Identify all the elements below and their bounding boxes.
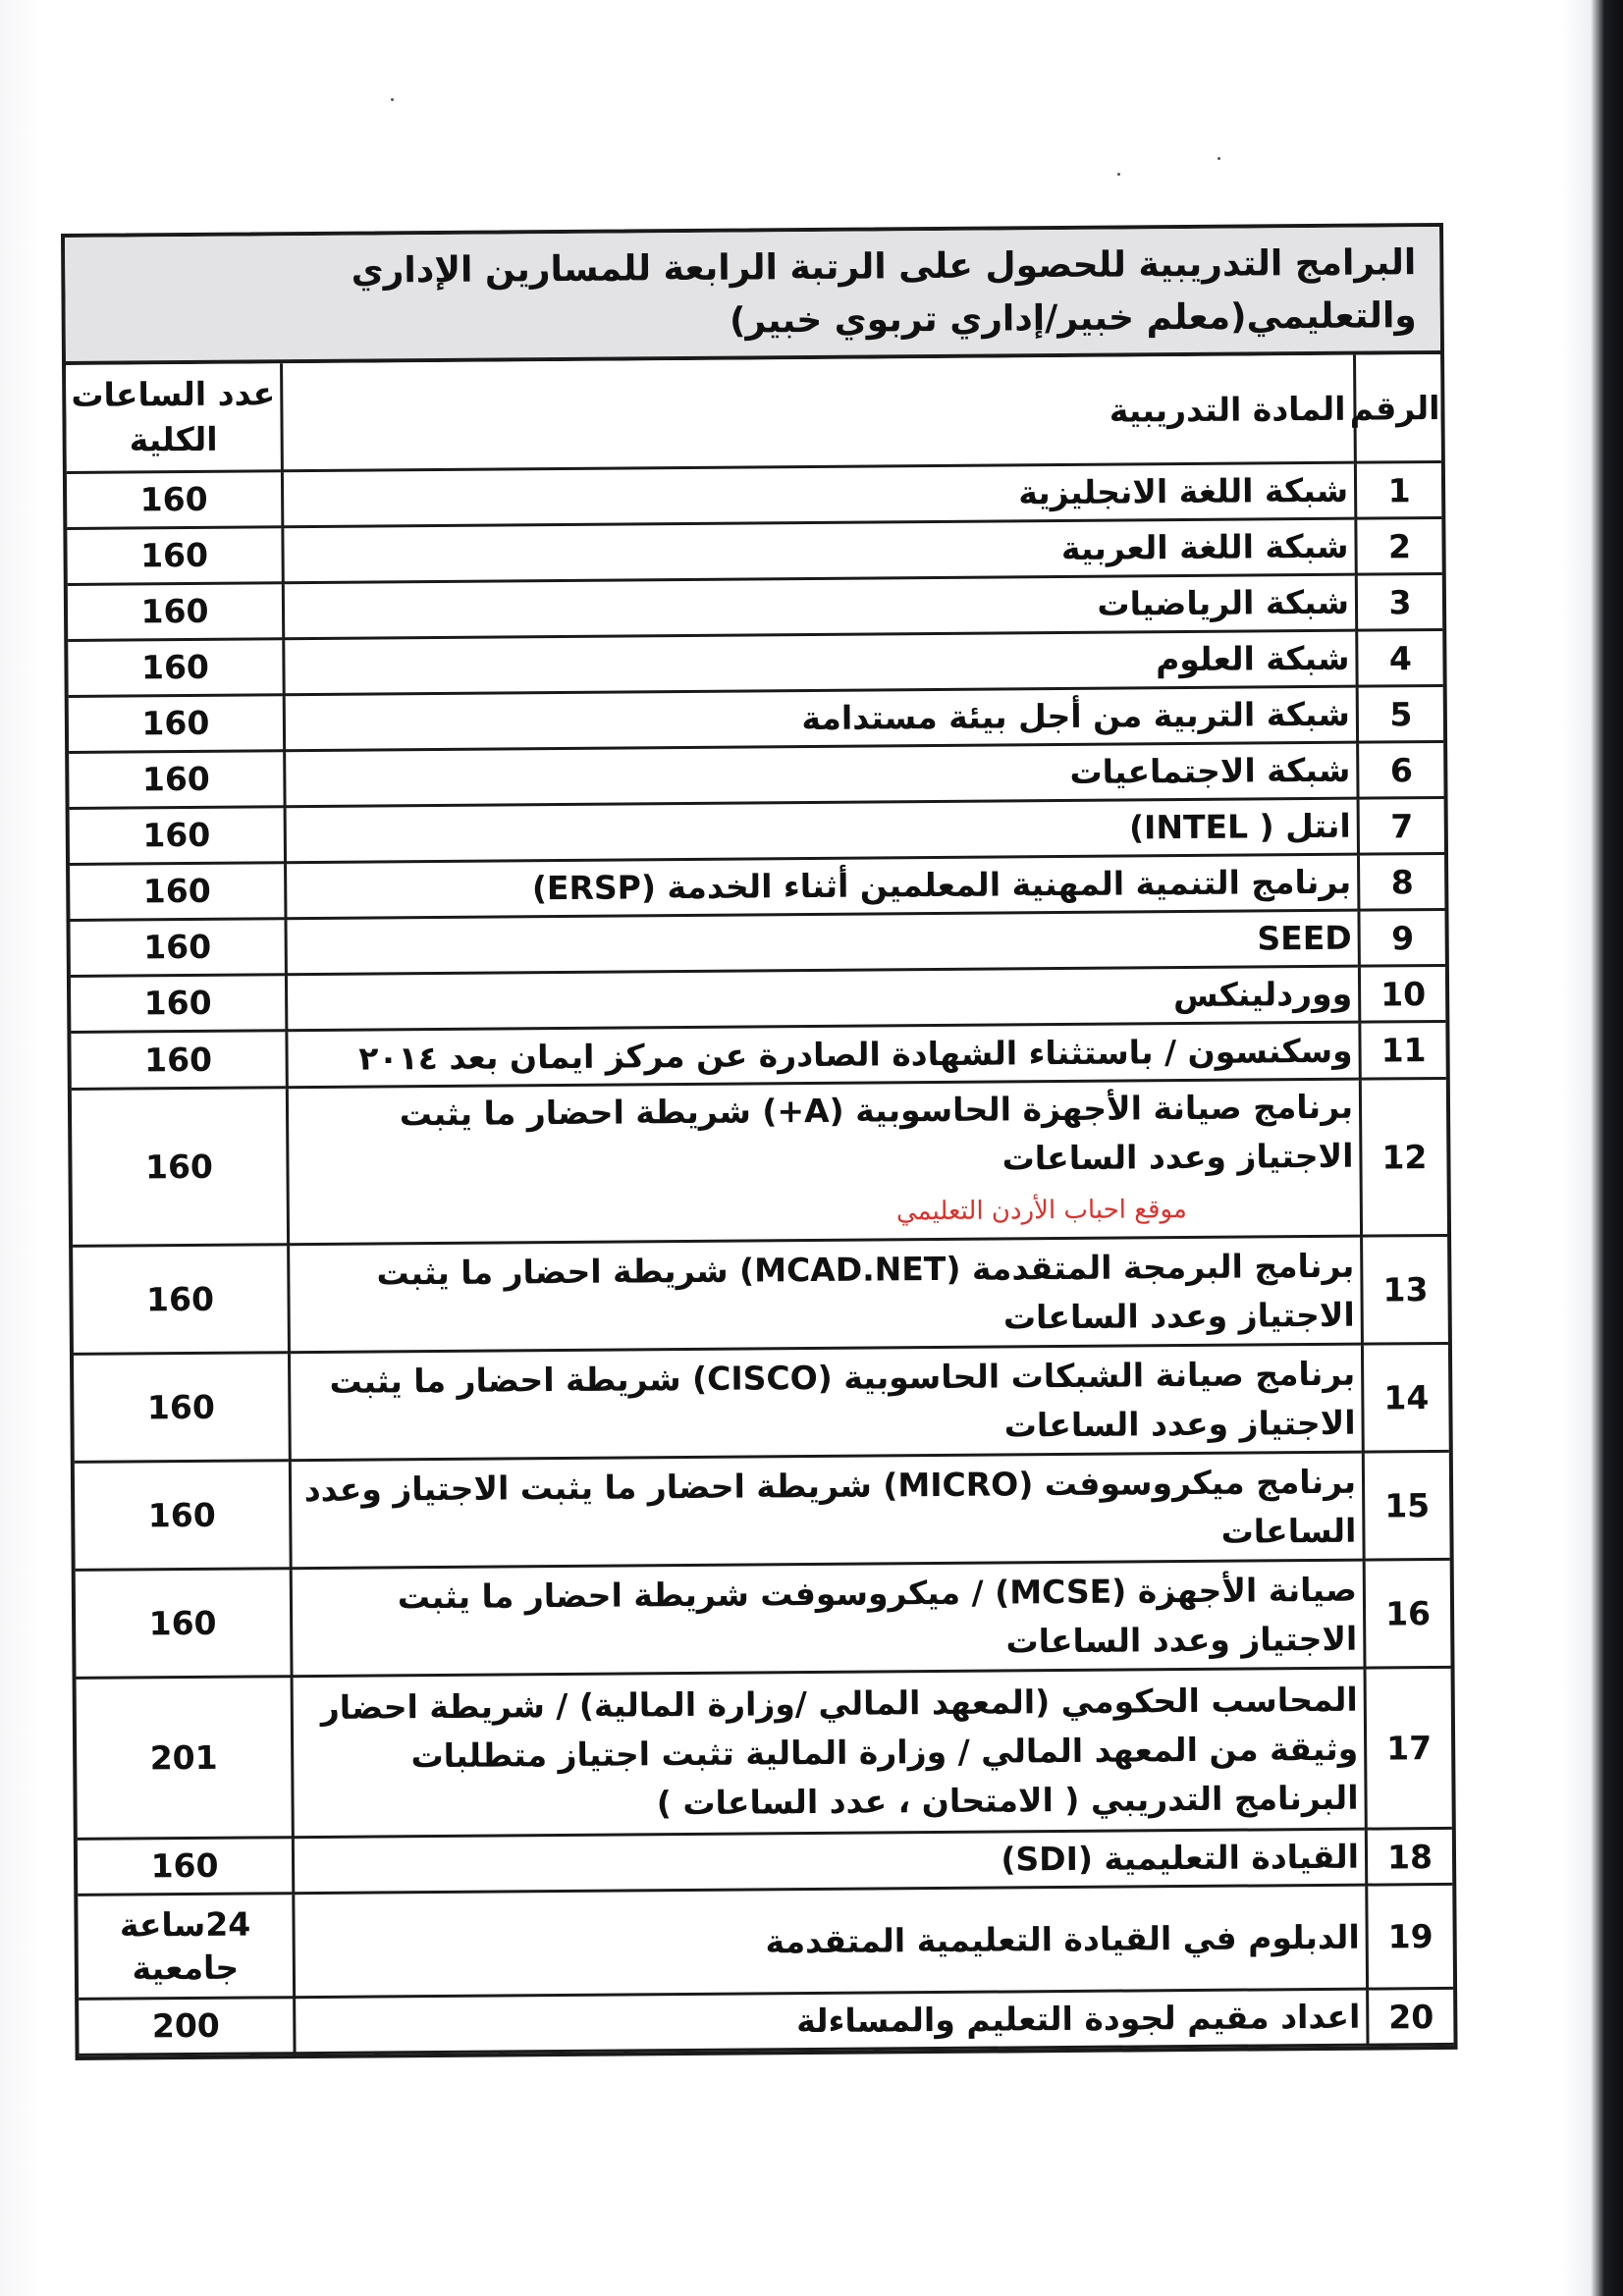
- row-number: 7: [1358, 797, 1444, 854]
- table-row: [76, 1559, 1451, 1678]
- table-row: [79, 1988, 1453, 2055]
- header-hours: عدد الساعات الكلية: [66, 363, 282, 472]
- row-subject: ووردلينكس: [286, 966, 1359, 1031]
- table-row: [74, 1343, 1449, 1462]
- row-hours: 160: [67, 471, 283, 529]
- row-hours: 160: [72, 1088, 289, 1247]
- row-hours: 160: [73, 1245, 289, 1355]
- row-hours: 160: [71, 1031, 287, 1090]
- scan-speck: [1217, 157, 1220, 160]
- row-number: 20: [1368, 1988, 1454, 2045]
- row-hours: 160: [70, 919, 286, 977]
- row-number: 16: [1364, 1559, 1450, 1668]
- header-number: الرقم: [1355, 354, 1441, 462]
- row-subject: برنامج صيانة الشبكات الحاسوبية (CISCO) شريطة احضار ما يثبت الاجتياز وعدد الساعات: [289, 1344, 1363, 1461]
- table-row: [71, 1021, 1445, 1089]
- row-subject: صيانة الأجهزة (MCSE) / ميكروسوفت شريطة احضار ما يثبت الاجتياز وعدد الساعات: [291, 1560, 1365, 1677]
- row-number: 18: [1366, 1828, 1452, 1885]
- row-subject: اعداد مقيم لجودة التعليم والمساءلة: [295, 1989, 1368, 2054]
- table-body: [67, 461, 1454, 2055]
- row-hours: 160: [70, 807, 286, 865]
- row-subject: شبكة اللغة الانجليزية: [282, 462, 1355, 527]
- row-hours: 24ساعة جامعية: [78, 1894, 294, 2000]
- row-number: 2: [1356, 517, 1442, 574]
- row-subject: برنامج ميكروسوفت (MICRO) شريطة احضار ما يثبت الاجتياز وعدد الساعات: [290, 1452, 1364, 1569]
- table-row: [77, 1667, 1452, 1839]
- row-hours: 160: [78, 1838, 294, 1896]
- row-hours: 160: [74, 1353, 290, 1463]
- row-number: 6: [1358, 741, 1444, 798]
- row-number: 13: [1362, 1235, 1448, 1344]
- row-number: 8: [1359, 853, 1445, 910]
- row-hours: 201: [77, 1677, 294, 1840]
- row-number: 15: [1363, 1451, 1449, 1560]
- row-subject: المحاسب الحكومي (المعهد المالي /وزارة المالية) / شريطة احضار وثيقة من المعهد المالي / وزارة المالية تثبت اجتياز متطلبات البرنامج التدريبي ( الامتحان ، عدد الساعات ): [292, 1668, 1366, 1838]
- table-row: [75, 1451, 1450, 1570]
- row-number: 12: [1360, 1078, 1447, 1236]
- row-subject: برنامج التنمية المهنية المعلمين أثناء الخدمة (ERSP): [286, 854, 1359, 919]
- row-hours: 160: [69, 695, 285, 753]
- row-subject: شبكة اللغة العربية: [283, 518, 1356, 583]
- programs-grid: [66, 354, 1453, 2056]
- row-number: 19: [1367, 1884, 1453, 1989]
- scan-speck: [1117, 173, 1120, 176]
- row-number: 10: [1359, 965, 1445, 1022]
- row-number: 4: [1357, 629, 1443, 686]
- row-hours: 160: [68, 583, 284, 641]
- header-subject: المادة التدريبية: [282, 355, 1356, 471]
- row-hours: 160: [67, 527, 283, 585]
- table-title: البرامج التدريبية للحصول على الرتبة الرابعة للمسارين الإداري والتعليمي(معلم خبير/إداري تربوي خبير): [65, 227, 1440, 365]
- row-subject: وسكنسون / باستثناء الشهادة الصادرة عن مركز ايمان بعد ٢٠١٤: [287, 1022, 1360, 1088]
- row-subject: شبكة الرياضيات: [283, 574, 1356, 639]
- row-number: 14: [1362, 1343, 1448, 1452]
- row-hours: 200: [79, 1998, 295, 2056]
- scan-speck: [391, 98, 394, 101]
- row-hours: 160: [69, 751, 285, 809]
- table-row: [73, 1235, 1448, 1354]
- row-subject: SEED: [286, 910, 1359, 975]
- row-hours: 160: [68, 639, 284, 697]
- row-number: 5: [1357, 685, 1443, 742]
- row-subject: شبكة العلوم: [284, 630, 1357, 695]
- row-number: 11: [1360, 1021, 1446, 1079]
- row-hours: 160: [75, 1461, 291, 1571]
- row-subject: انتل ( INTEL): [285, 798, 1358, 863]
- row-number: 1: [1355, 461, 1441, 518]
- row-subject-cell: [287, 1079, 1361, 1245]
- row-hours: 160: [76, 1569, 292, 1679]
- row-hours: 160: [70, 863, 286, 921]
- training-programs-table: [61, 223, 1458, 2060]
- row-subject: الدبلوم في القيادة التعليمية المتقدمة: [294, 1885, 1368, 1998]
- row-hours: 160: [71, 975, 287, 1033]
- table-row: [72, 1078, 1447, 1246]
- header-row: [66, 354, 1441, 472]
- row-subject: شبكة الاجتماعيات: [285, 742, 1358, 807]
- table-row: [78, 1884, 1453, 1999]
- row-number: 17: [1365, 1667, 1452, 1829]
- row-number: 9: [1359, 909, 1445, 966]
- row-number: 3: [1356, 573, 1442, 630]
- row-subject: شبكة التربية من أجل بيئة مستدامة: [284, 686, 1357, 751]
- row-subject: برنامج صيانة الأجهزة الحاسوبية (A+) شريطة احضار ما يثبت الاجتياز وعدد الساعات: [399, 1087, 1354, 1178]
- row-subject: برنامج البرمجة المتقدمة (MCAD.NET) شريطة احضار ما يثبت الاجتياز وعدد الساعات: [289, 1236, 1363, 1353]
- site-watermark: موقع احباب الأردن التعليمي: [895, 1195, 1187, 1227]
- row-subject: القيادة التعليمية (SDI): [293, 1829, 1366, 1894]
